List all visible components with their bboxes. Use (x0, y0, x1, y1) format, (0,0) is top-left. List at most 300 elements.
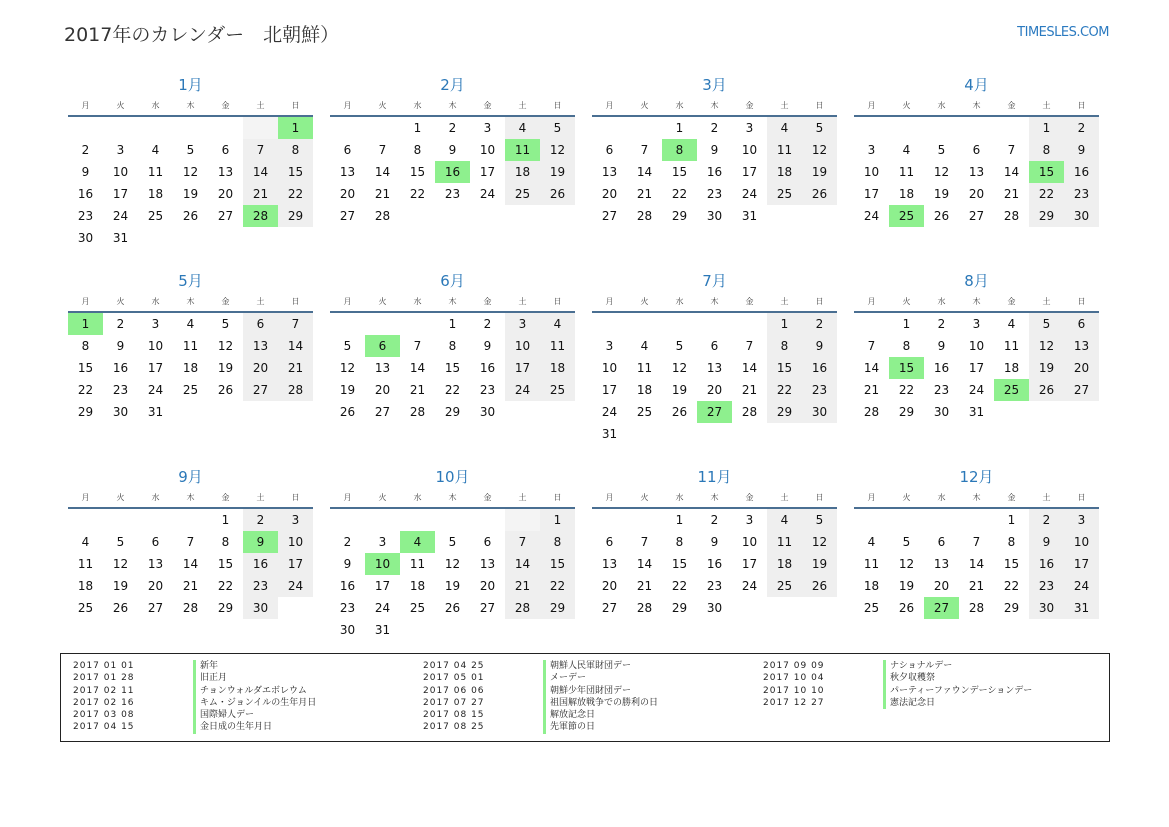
day-cell: 17 (968, 361, 985, 375)
weekday-label: 日 (1077, 297, 1086, 306)
day-cell: 10 (147, 339, 164, 353)
day-cell: 23 (1064, 183, 1099, 205)
day-cell: 17 (863, 187, 880, 201)
day-cell: 8 (1029, 139, 1064, 161)
holiday-date: 2017 04 15 (73, 722, 135, 733)
holiday-day-cell: 1 (68, 313, 103, 335)
day-cell: 27 (147, 601, 164, 615)
day-cell: 6 (605, 535, 614, 549)
empty-cell (767, 205, 802, 227)
day-cell: 20 (601, 579, 618, 593)
day-cell: 21 (636, 579, 653, 593)
day-cell: 22 (898, 383, 915, 397)
weekday-label: 日 (815, 101, 824, 110)
day-cell: 25 (147, 209, 164, 223)
day-cell: 11 (182, 339, 199, 353)
holiday-entry (61, 709, 316, 721)
day-cell: 16 (706, 165, 723, 179)
day-cell: 20 (147, 579, 164, 593)
day-cell: 26 (339, 405, 356, 419)
holiday-date: 2017 02 16 (73, 697, 135, 708)
day-cell: 26 (112, 601, 129, 615)
weekday-label: 木 (186, 493, 195, 502)
month-title: 8月 (964, 272, 989, 290)
day-cell: 2 (937, 317, 946, 331)
day-cell: 14 (409, 361, 426, 375)
day-cell: 14 (374, 165, 391, 179)
day-cell: 7 (745, 339, 754, 353)
weekday-label: 木 (710, 101, 719, 110)
day-cell: 8 (448, 339, 457, 353)
weekday-label: 水 (151, 297, 160, 306)
day-cell: 12 (540, 139, 575, 161)
day-cell: 12 (1029, 335, 1064, 357)
day-cell: 7 (640, 535, 649, 549)
weekday-label: 日 (553, 101, 562, 110)
week-row (68, 531, 313, 553)
day-cell: 29 (767, 401, 802, 423)
empty-cell (400, 205, 435, 227)
empty-cell (470, 205, 505, 227)
weekday-header (854, 99, 1099, 117)
day-cell: 6 (710, 339, 719, 353)
day-cell: 10 (112, 165, 129, 179)
day-cell: 3 (972, 317, 981, 331)
day-cell: 22 (77, 383, 94, 397)
day-cell: 29 (278, 205, 313, 227)
empty-cell (173, 509, 208, 531)
day-cell: 7 (243, 139, 278, 161)
day-cell: 26 (933, 209, 950, 223)
day-cell: 25 (636, 405, 653, 419)
day-cell: 29 (444, 405, 461, 419)
day-cell: 22 (444, 383, 461, 397)
day-cell: 20 (243, 357, 278, 379)
empty-cell (138, 227, 173, 249)
day-cell: 27 (601, 209, 618, 223)
day-cell: 16 (112, 361, 129, 375)
weekday-label: 火 (378, 101, 387, 110)
day-cell: 22 (409, 187, 426, 201)
day-cell: 20 (968, 187, 985, 201)
weekday-label: 金 (483, 101, 492, 110)
empty-cell (1064, 401, 1099, 423)
week-row (592, 379, 837, 401)
day-cell: 15 (217, 557, 234, 571)
holiday-day-cell: 9 (243, 531, 278, 553)
weekday-label: 土 (518, 297, 527, 306)
day-cell: 18 (767, 161, 802, 183)
day-cell: 28 (741, 405, 758, 419)
holiday-date: 2017 08 15 (423, 710, 485, 721)
week-row (592, 575, 837, 597)
holiday-column (61, 660, 316, 734)
weekday-label: 木 (972, 297, 981, 306)
day-cell: 14 (968, 557, 985, 571)
week-row (854, 509, 1099, 531)
week-row (592, 161, 837, 183)
weekday-label: 火 (640, 101, 649, 110)
day-cell: 24 (147, 383, 164, 397)
holiday-date: 2017 10 04 (763, 673, 825, 684)
weekday-label: 土 (518, 101, 527, 110)
day-cell: 27 (243, 379, 278, 401)
weekday-label: 火 (116, 101, 125, 110)
day-cell: 23 (706, 187, 723, 201)
empty-cell (627, 509, 662, 531)
month-9 (68, 467, 313, 619)
week-row (68, 379, 313, 401)
empty-cell (173, 117, 208, 139)
day-cell: 16 (1029, 553, 1064, 575)
weekday-label: 木 (972, 101, 981, 110)
weekday-header (330, 295, 575, 313)
weekday-label: 水 (675, 297, 684, 306)
day-cell: 5 (802, 117, 837, 139)
day-cell: 16 (339, 579, 356, 593)
day-cell: 10 (601, 361, 618, 375)
week-row (330, 183, 575, 205)
day-cell: 15 (409, 165, 426, 179)
day-cell: 11 (898, 165, 915, 179)
day-cell: 9 (937, 339, 946, 353)
day-cell: 22 (767, 379, 802, 401)
day-cell: 20 (217, 187, 234, 201)
day-cell: 25 (505, 183, 540, 205)
day-cell: 1 (448, 317, 457, 331)
week-row (854, 357, 1099, 379)
day-cell: 9 (483, 339, 492, 353)
weekday-label: 木 (710, 297, 719, 306)
empty-cell (994, 117, 1029, 139)
month-title: 9月 (178, 468, 203, 486)
empty-cell (627, 423, 662, 445)
day-cell: 24 (374, 601, 391, 615)
day-cell: 26 (898, 601, 915, 615)
weekday-label: 金 (745, 297, 754, 306)
day-cell: 26 (444, 601, 461, 615)
week-row (330, 575, 575, 597)
day-cell: 29 (1003, 601, 1020, 615)
weekday-label: 日 (291, 101, 300, 110)
day-cell: 12 (898, 557, 915, 571)
weekday-label: 土 (256, 101, 265, 110)
day-cell: 24 (1064, 575, 1099, 597)
weekday-label: 月 (867, 101, 876, 110)
day-cell: 23 (77, 209, 94, 223)
empty-cell (540, 401, 575, 423)
empty-cell (330, 117, 365, 139)
month-8 (854, 271, 1099, 423)
empty-cell (627, 313, 662, 335)
day-cell: 25 (767, 575, 802, 597)
day-cell: 5 (116, 535, 125, 549)
month-4 (854, 75, 1099, 227)
holiday-day-cell: 25 (889, 205, 924, 227)
day-cell: 8 (221, 535, 230, 549)
day-cell: 17 (601, 383, 618, 397)
month-days (592, 509, 837, 619)
week-row (854, 205, 1099, 227)
day-cell: 31 (374, 623, 391, 637)
weekday-label: 土 (256, 493, 265, 502)
day-cell: 24 (112, 209, 129, 223)
holiday-day-cell: 10 (365, 553, 400, 575)
day-cell: 9 (710, 535, 719, 549)
holiday-day-cell: 11 (505, 139, 540, 161)
holiday-date: 2017 07 27 (423, 697, 485, 708)
holiday-name: 秋夕収穫祭 (883, 672, 935, 684)
holiday-name: 先軍節の日 (543, 721, 595, 733)
day-cell: 19 (339, 383, 356, 397)
empty-cell (924, 509, 959, 531)
day-cell: 14 (505, 553, 540, 575)
weekday-label: 金 (745, 493, 754, 502)
day-cell: 17 (505, 357, 540, 379)
day-cell: 3 (151, 317, 160, 331)
week-row (854, 379, 1099, 401)
weekday-header (330, 99, 575, 117)
day-cell: 19 (217, 361, 234, 375)
day-cell: 14 (636, 165, 653, 179)
weekday-label: 日 (291, 297, 300, 306)
empty-cell (173, 227, 208, 249)
weekday-label: 土 (780, 297, 789, 306)
day-cell: 5 (343, 339, 352, 353)
day-cell: 14 (1003, 165, 1020, 179)
weekday-label: 水 (413, 493, 422, 502)
empty-cell (1029, 401, 1064, 423)
day-cell: 13 (601, 165, 618, 179)
month-3 (592, 75, 837, 227)
weekday-label: 木 (448, 297, 457, 306)
day-cell: 13 (706, 361, 723, 375)
day-cell: 2 (483, 317, 492, 331)
week-row (592, 597, 837, 619)
day-cell: 4 (867, 535, 876, 549)
day-cell: 18 (767, 553, 802, 575)
holiday-entry (411, 721, 658, 733)
month-title: 7月 (702, 272, 727, 290)
day-cell: 20 (339, 187, 356, 201)
month-days (68, 313, 313, 423)
day-cell: 28 (1003, 209, 1020, 223)
day-cell: 10 (863, 165, 880, 179)
week-row (330, 379, 575, 401)
day-cell: 27 (339, 209, 356, 223)
day-cell: 17 (741, 165, 758, 179)
day-cell: 25 (767, 183, 802, 205)
weekday-label: 月 (81, 297, 90, 306)
day-cell: 30 (1029, 597, 1064, 619)
day-cell: 5 (221, 317, 230, 331)
day-cell: 28 (863, 405, 880, 419)
month-1 (68, 75, 313, 249)
week-row (592, 117, 837, 139)
day-cell: 1 (675, 121, 684, 135)
weekday-label: 木 (972, 493, 981, 502)
week-row (68, 509, 313, 531)
week-row (592, 205, 837, 227)
day-cell: 21 (741, 383, 758, 397)
month-days (854, 117, 1099, 227)
weekday-label: 金 (483, 297, 492, 306)
day-cell: 16 (802, 357, 837, 379)
day-cell: 28 (278, 379, 313, 401)
month-days (330, 117, 575, 227)
day-cell: 1 (675, 513, 684, 527)
day-cell: 20 (706, 383, 723, 397)
day-cell: 10 (479, 143, 496, 157)
week-row (854, 553, 1099, 575)
weekday-label: 金 (221, 493, 230, 502)
day-cell: 2 (116, 317, 125, 331)
day-cell: 24 (479, 187, 496, 201)
day-cell: 1 (1029, 117, 1064, 139)
day-cell: 12 (112, 557, 129, 571)
weekday-label: 水 (413, 101, 422, 110)
day-cell: 5 (186, 143, 195, 157)
holiday-name: 朝鮮少年団財団デー (543, 685, 631, 697)
day-cell: 19 (112, 579, 129, 593)
weekday-label: 月 (605, 493, 614, 502)
week-row (592, 553, 837, 575)
weekday-label: 月 (605, 101, 614, 110)
week-row (68, 401, 313, 423)
empty-cell (889, 117, 924, 139)
week-row (68, 597, 313, 619)
week-row (854, 183, 1099, 205)
weekday-label: 火 (902, 101, 911, 110)
day-cell: 17 (147, 361, 164, 375)
day-cell: 13 (147, 557, 164, 571)
day-cell: 10 (741, 535, 758, 549)
weekday-label: 木 (448, 101, 457, 110)
day-cell: 3 (745, 513, 754, 527)
empty-cell (278, 227, 313, 249)
day-cell: 31 (112, 231, 129, 245)
holiday-entry (411, 709, 658, 721)
site-logo[interactable]: TIMESLES.COM (1017, 25, 1109, 40)
weekday-label: 月 (867, 297, 876, 306)
day-cell: 18 (540, 357, 575, 379)
day-cell: 18 (147, 187, 164, 201)
month-days (330, 313, 575, 423)
day-cell: 25 (540, 379, 575, 401)
day-cell: 28 (182, 601, 199, 615)
day-cell: 16 (479, 361, 496, 375)
day-cell: 1 (540, 509, 575, 531)
holiday-column (411, 660, 658, 734)
day-cell: 5 (902, 535, 911, 549)
day-cell: 2 (710, 513, 719, 527)
day-cell: 8 (278, 139, 313, 161)
week-row (330, 335, 575, 357)
day-cell: 13 (217, 165, 234, 179)
holiday-entry (61, 660, 316, 672)
day-cell: 11 (147, 165, 164, 179)
day-cell: 11 (1003, 339, 1020, 353)
day-cell: 12 (217, 339, 234, 353)
day-cell: 30 (339, 623, 356, 637)
weekday-label: 金 (1007, 101, 1016, 110)
day-cell: 9 (343, 557, 352, 571)
empty-cell (330, 509, 365, 531)
day-cell: 27 (217, 209, 234, 223)
holiday-name: メーデー (543, 672, 586, 684)
week-row (68, 575, 313, 597)
day-cell: 9 (802, 335, 837, 357)
day-cell: 11 (636, 361, 653, 375)
empty-cell (435, 619, 470, 641)
day-cell: 1 (767, 313, 802, 335)
day-cell: 6 (972, 143, 981, 157)
day-cell: 29 (217, 601, 234, 615)
weekday-label: 火 (116, 493, 125, 502)
weekday-label: 木 (448, 493, 457, 502)
holiday-entry (751, 697, 1032, 709)
day-cell: 20 (479, 579, 496, 593)
day-cell: 31 (1064, 597, 1099, 619)
day-cell: 28 (968, 601, 985, 615)
empty-cell (592, 313, 627, 335)
day-cell: 22 (1003, 579, 1020, 593)
holiday-name: ナショナルデー (883, 660, 952, 672)
week-row (330, 553, 575, 575)
month-12 (854, 467, 1099, 619)
day-cell: 8 (675, 535, 684, 549)
day-cell: 21 (968, 579, 985, 593)
day-cell: 10 (278, 531, 313, 553)
day-cell: 22 (217, 579, 234, 593)
day-cell: 12 (182, 165, 199, 179)
week-row (854, 597, 1099, 619)
day-cell: 24 (601, 405, 618, 419)
day-cell: 6 (1064, 313, 1099, 335)
day-cell: 26 (217, 383, 234, 397)
holiday-name: 祖国解放戦争での勝利の日 (543, 697, 658, 709)
month-title: 1月 (178, 76, 203, 94)
holiday-name: 金日成の生年月日 (193, 721, 272, 733)
day-cell: 1 (221, 513, 230, 527)
day-cell: 20 (933, 579, 950, 593)
empty-cell (697, 423, 732, 445)
day-cell: 24 (863, 209, 880, 223)
week-row (592, 335, 837, 357)
day-cell: 3 (605, 339, 614, 353)
empty-cell (697, 313, 732, 335)
day-cell: 31 (147, 405, 164, 419)
day-cell: 4 (640, 339, 649, 353)
day-cell: 26 (1029, 379, 1064, 401)
weekday-label: 火 (640, 297, 649, 306)
holiday-name: 新年 (193, 660, 218, 672)
weekday-label: 火 (902, 297, 911, 306)
day-cell: 24 (968, 383, 985, 397)
empty-cell (732, 313, 767, 335)
weekday-label: 水 (413, 297, 422, 306)
weekday-label: 火 (640, 493, 649, 502)
day-cell: 21 (863, 383, 880, 397)
holiday-entry (61, 685, 316, 697)
day-cell: 20 (1064, 357, 1099, 379)
day-cell: 29 (898, 405, 915, 419)
day-cell: 12 (933, 165, 950, 179)
week-row (854, 161, 1099, 183)
month-days (592, 313, 837, 445)
day-cell: 3 (505, 313, 540, 335)
holiday-entry (411, 685, 658, 697)
